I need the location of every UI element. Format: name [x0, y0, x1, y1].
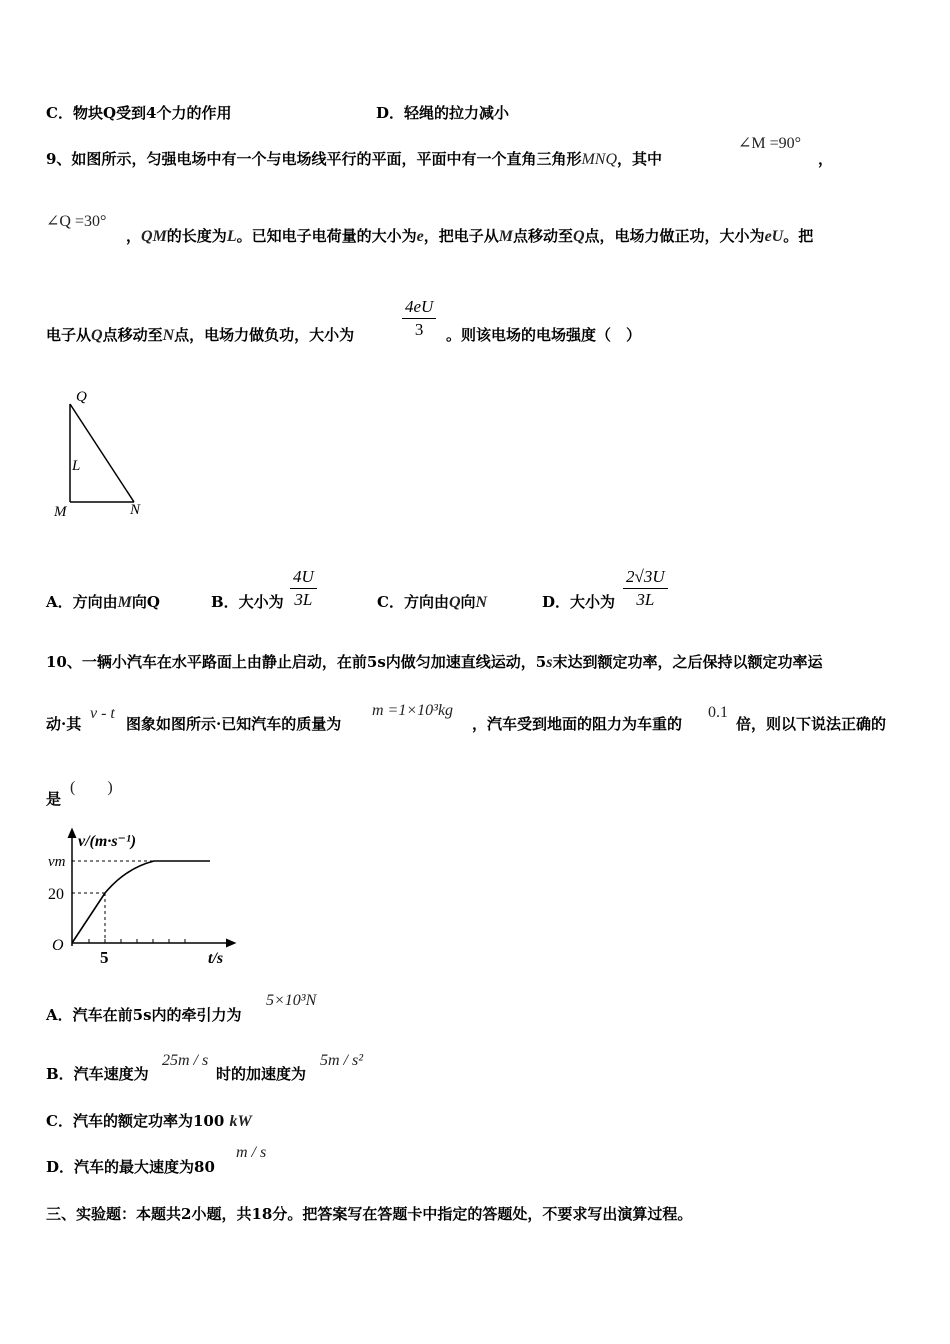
q9-angle-m: ∠M =90° — [738, 135, 802, 152]
q8-option-c: C．物块Q受到4个力的作用 — [46, 104, 232, 122]
q9-triangle-figure — [48, 384, 158, 524]
q10-paren: ( ) — [70, 779, 113, 796]
q10-option-c: C．汽车的额定功率为100 kW — [46, 1112, 252, 1130]
q9-option-b: B．大小为 — [211, 593, 284, 611]
q9-option-a: A．方向由M向Q — [46, 593, 160, 611]
q9-question-end: 。则该电场的电场强度（ ） — [446, 326, 642, 344]
q9-triangle-name: MNQ — [581, 151, 618, 168]
label-q: Q — [76, 389, 87, 405]
x5-label: 5 — [100, 948, 109, 967]
section-3-heading: 三、实验题：本题共2小题，共18分。把答案写在答题卡中指定的答题处，不要求写出演算过程。 — [46, 1205, 693, 1223]
q10-option-b-mid: 时的加速度为 — [216, 1065, 307, 1083]
q10-line-2d: 倍，则以下说法正确的 — [736, 715, 887, 733]
origin-label: O — [52, 937, 64, 954]
q10-option-d: D．汽车的最大速度为80 — [46, 1158, 215, 1176]
q8-options — [46, 102, 510, 123]
q10-mass: m =1×10³kg — [372, 702, 454, 719]
q10-line-2b: 图象如图所示·已知汽车的质量为 — [126, 715, 342, 733]
vt-curve — [72, 861, 210, 943]
q10-option-b-speed: 25m / s — [162, 1052, 209, 1069]
q10-option-a: A．汽车在前5s内的牵引力为 — [46, 1006, 242, 1024]
q10-line-2a: 动·其 — [46, 715, 82, 733]
q10-option-d-unit: m / s — [236, 1144, 267, 1161]
q10-vt-graph — [44, 826, 244, 970]
q9-comma: ， — [818, 150, 834, 168]
label-m: M — [54, 504, 67, 520]
q10-option-b-accel: 5m / s² — [320, 1052, 364, 1069]
q9-option-c: C．方向由Q向N — [377, 593, 488, 611]
y-axis-label: v/(m·s⁻¹) — [78, 833, 137, 850]
label-n: N — [130, 502, 141, 518]
q8-option-d: D．轻绳的拉力减小 — [376, 104, 510, 122]
q9-option-d: D．大小为 — [542, 593, 616, 611]
q9-option-b-fraction: $\frac{4U}{3L}$ — [290, 566, 317, 611]
q10-line-1: 10、一辆小汽车在水平路面上由静止启动，在前5s内做匀加速直线运动，5s末达到额定功率，之后保持以额定功率运 — [46, 653, 823, 671]
x-axis-label: t/s — [208, 950, 224, 967]
side-qn — [70, 404, 134, 502]
q10-ratio: 0.1 — [708, 704, 728, 721]
q9-line-1 — [46, 148, 662, 169]
q9-line-3: 电子从Q点移动至N点，电场力做负功，大小为 — [46, 326, 355, 344]
q9-stem-mid: ，其中 — [617, 150, 663, 168]
q10-option-b: B．汽车速度为 — [46, 1065, 149, 1083]
label-l: L — [72, 458, 81, 474]
q9-line-2: ，QM的长度为L。已知电子电荷量的大小为e，把电子从M点移动至Q点，电场力做正功，大小为eU。把 — [126, 227, 814, 245]
vm-label: vm — [48, 854, 66, 870]
q10-vt: v - t — [90, 705, 115, 722]
q10-line-3: 是 — [46, 790, 62, 808]
q10-line-2c: ，汽车受到地面的阻力为车重的 — [472, 715, 683, 733]
y20-label: 20 — [48, 886, 64, 903]
q10-option-a-value: 5×10³N — [266, 992, 317, 1009]
q9-option-d-fraction: $\frac{2√3U}{3L}$ — [623, 566, 668, 611]
q9-angle-q: ∠Q =30° — [46, 213, 107, 230]
q9-stem-text: 9、如图所示，匀强电场中有一个与电场线平行的平面，平面中有一个直角三角形 — [46, 150, 582, 168]
q9-work-fraction: $\frac{4eU}{3}$ — [402, 296, 436, 341]
